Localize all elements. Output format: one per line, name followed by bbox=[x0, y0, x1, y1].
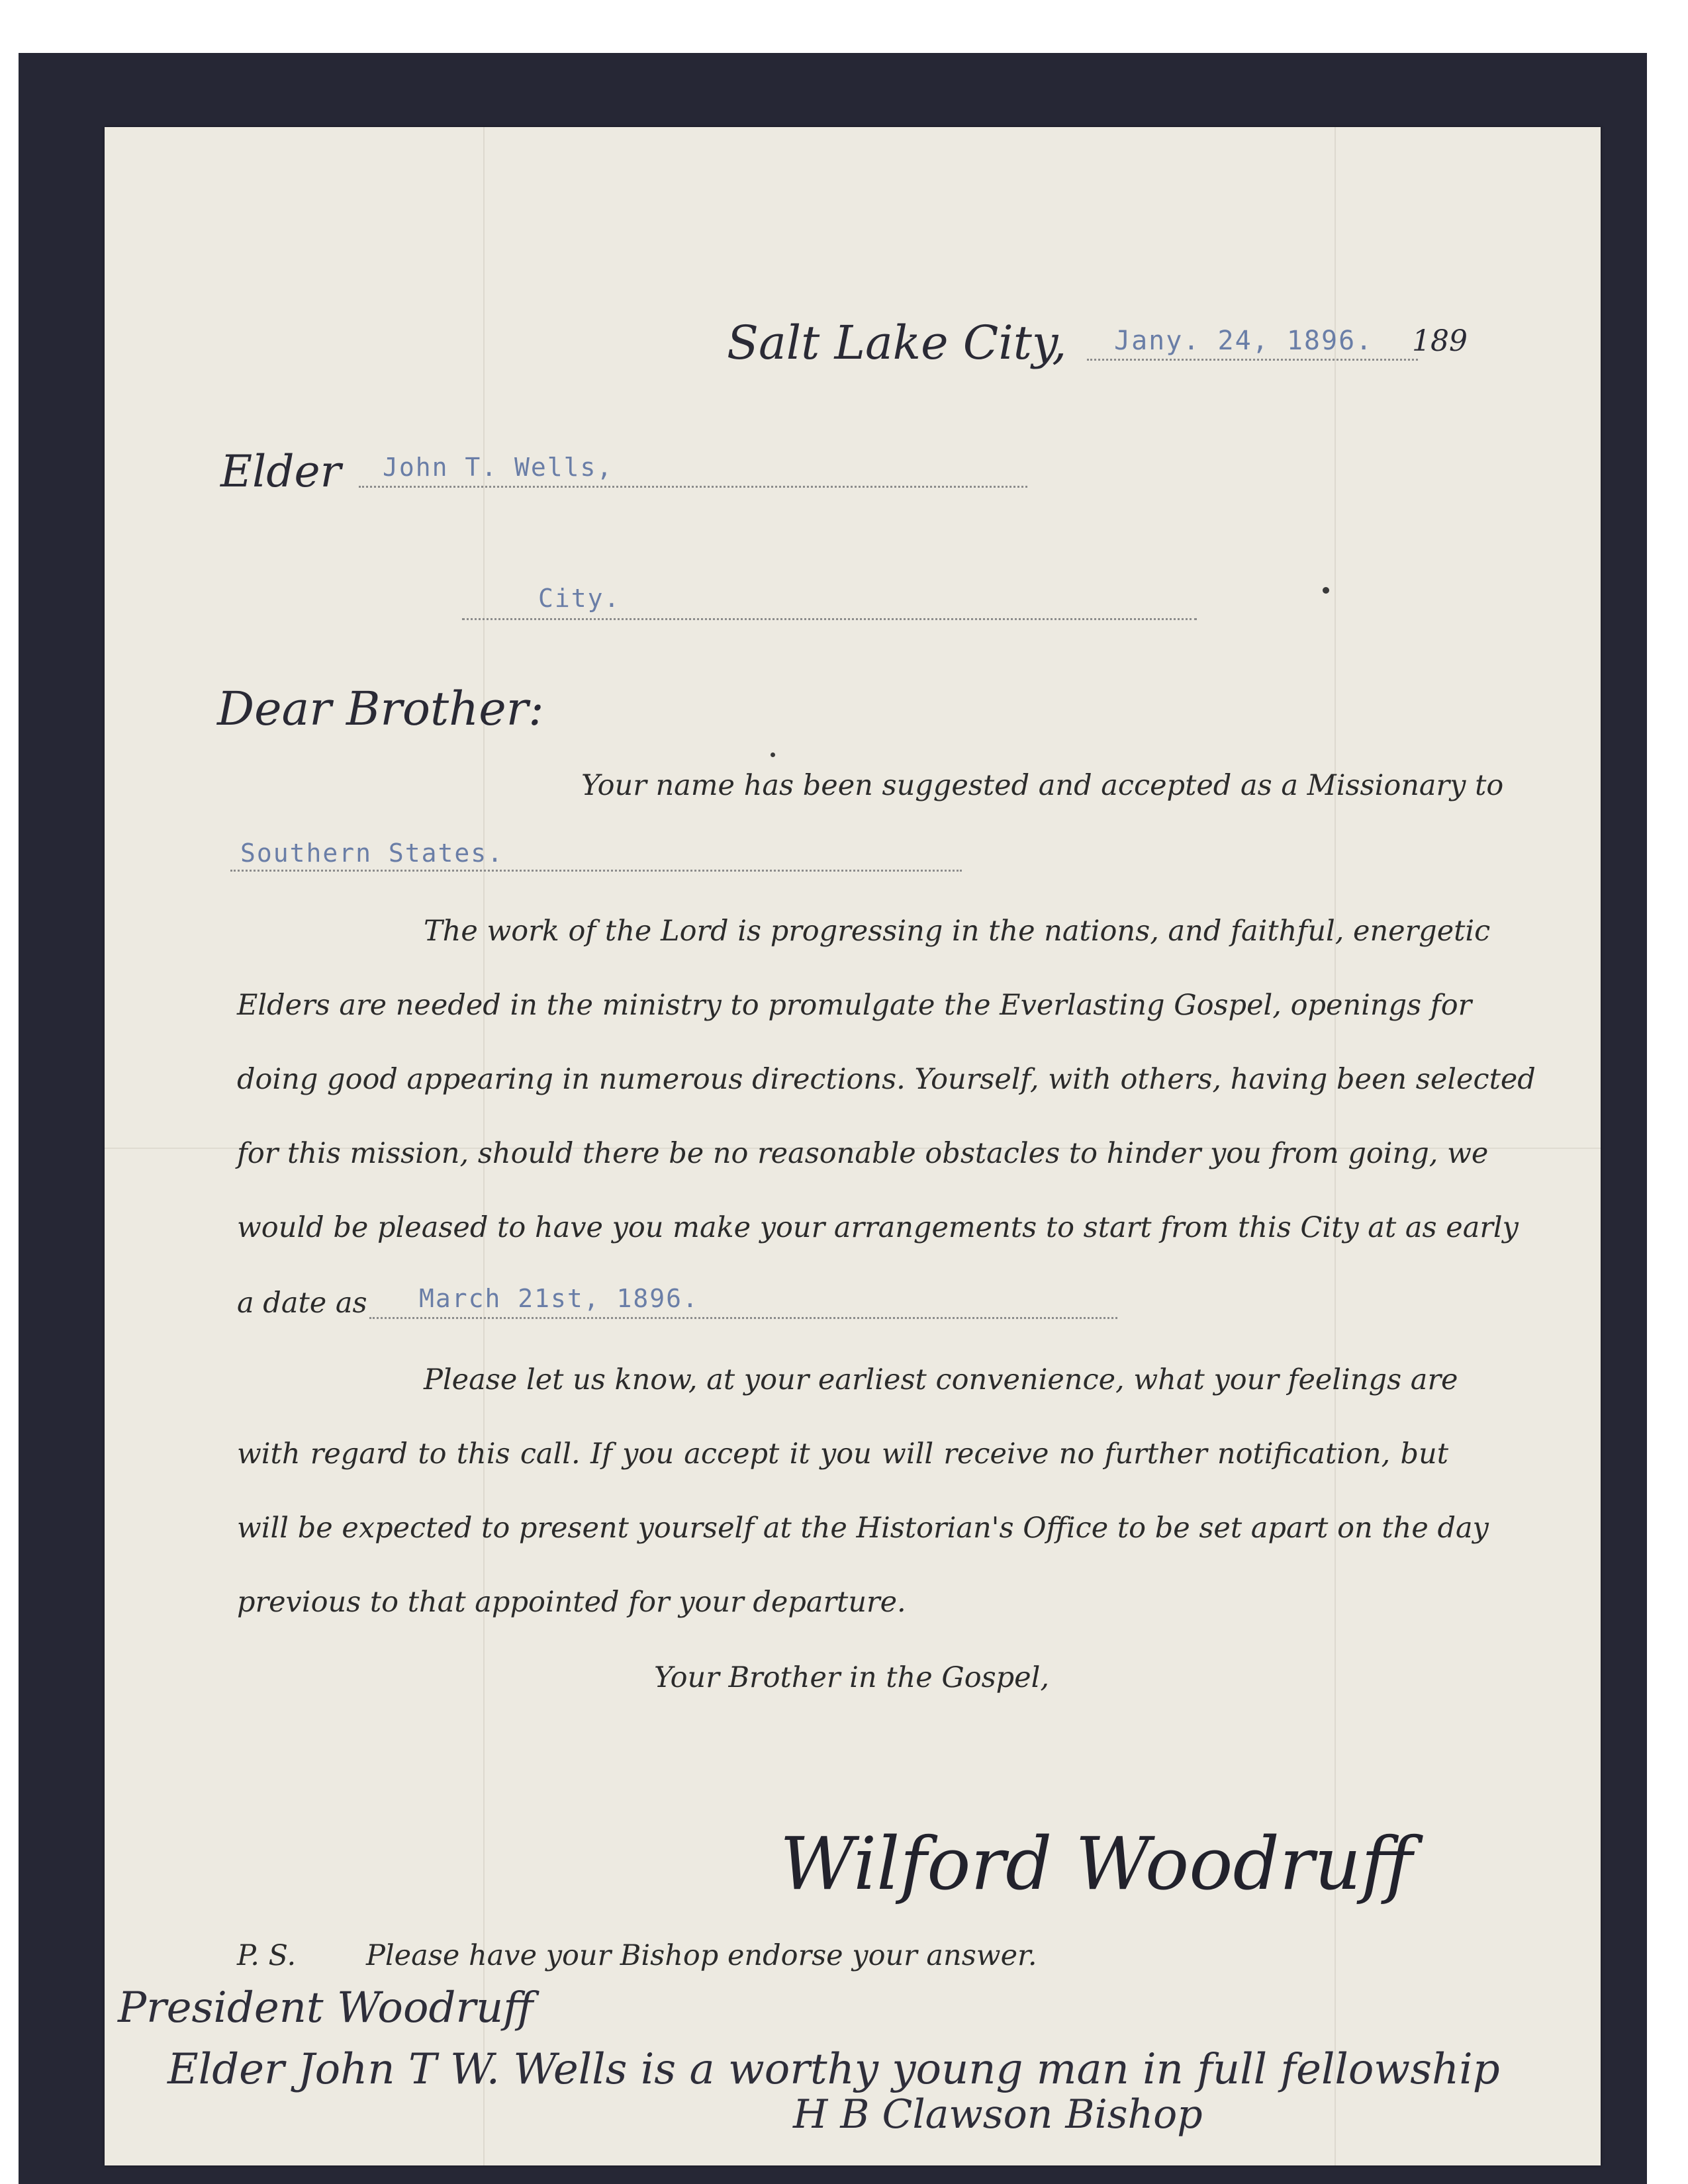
body-line: previous to that appointed for your departure. bbox=[237, 1586, 906, 1619]
body-line: for this mission, should there be no reasonable obstacles to hinder you from going, we bbox=[237, 1137, 1489, 1170]
mission-field: Southern States. bbox=[240, 839, 504, 868]
letterhead-place: Salt Lake City, bbox=[727, 316, 1067, 370]
body-line: Please let us know, at your earliest convenience, what your feelings are bbox=[424, 1363, 1458, 1396]
greeting: Dear Brother: bbox=[217, 682, 544, 736]
signature: Wilford Woodruff bbox=[780, 1821, 1413, 1906]
year-prefix: 189 bbox=[1412, 324, 1468, 358]
endorsement-text: Elder John T W. Wells is a worthy young man in full fellowship bbox=[167, 2045, 1500, 2094]
departure-date: March 21st, 1896. bbox=[419, 1284, 699, 1313]
body-line: will be expected to present yourself at the Historian's Office to be set apart on the day bbox=[237, 1512, 1489, 1545]
addressee-city: City. bbox=[538, 584, 621, 613]
addressee-title: Elder bbox=[220, 446, 342, 497]
ink-speck bbox=[771, 752, 775, 757]
letter-date: Jany. 24, 1896. bbox=[1114, 326, 1374, 356]
addressee-name: John T. Wells, bbox=[383, 453, 614, 482]
bishop-signature: H B Clawson Bishop bbox=[793, 2091, 1203, 2138]
mission-rule bbox=[230, 870, 962, 872]
date-prefix: a date as bbox=[237, 1287, 367, 1320]
ink-speck bbox=[1323, 587, 1329, 594]
name-rule bbox=[359, 486, 1027, 488]
date-rule bbox=[1087, 359, 1418, 361]
body-line: The work of the Lord is progressing in the nations, and faithful, energetic bbox=[424, 915, 1491, 948]
postscript-label: P. S. bbox=[237, 1939, 297, 1972]
body-line: doing good appearing in numerous directions. Yourself, with others, having been selected bbox=[237, 1063, 1536, 1096]
letter-sheet bbox=[105, 127, 1601, 2165]
endorsement-salutation: President Woodruff bbox=[118, 1983, 534, 2032]
closing: Your Brother in the Gospel, bbox=[654, 1661, 1050, 1694]
postscript-text: Please have your Bishop endorse your answer. bbox=[366, 1939, 1037, 1972]
intro-line: Your name has been suggested and accepted as a Missionary to bbox=[581, 769, 1504, 802]
departure-date-rule bbox=[369, 1317, 1117, 1319]
body-line: Elders are needed in the ministry to promulgate the Everlasting Gospel, openings for bbox=[237, 989, 1472, 1022]
dark-mount-background bbox=[19, 53, 1647, 2184]
city-rule bbox=[462, 618, 1197, 620]
body-line: with regard to this call. If you accept it you will receive no further notification, but bbox=[237, 1437, 1448, 1471]
body-line: would be pleased to have you make your arrangements to start from this City at as early bbox=[237, 1211, 1519, 1244]
